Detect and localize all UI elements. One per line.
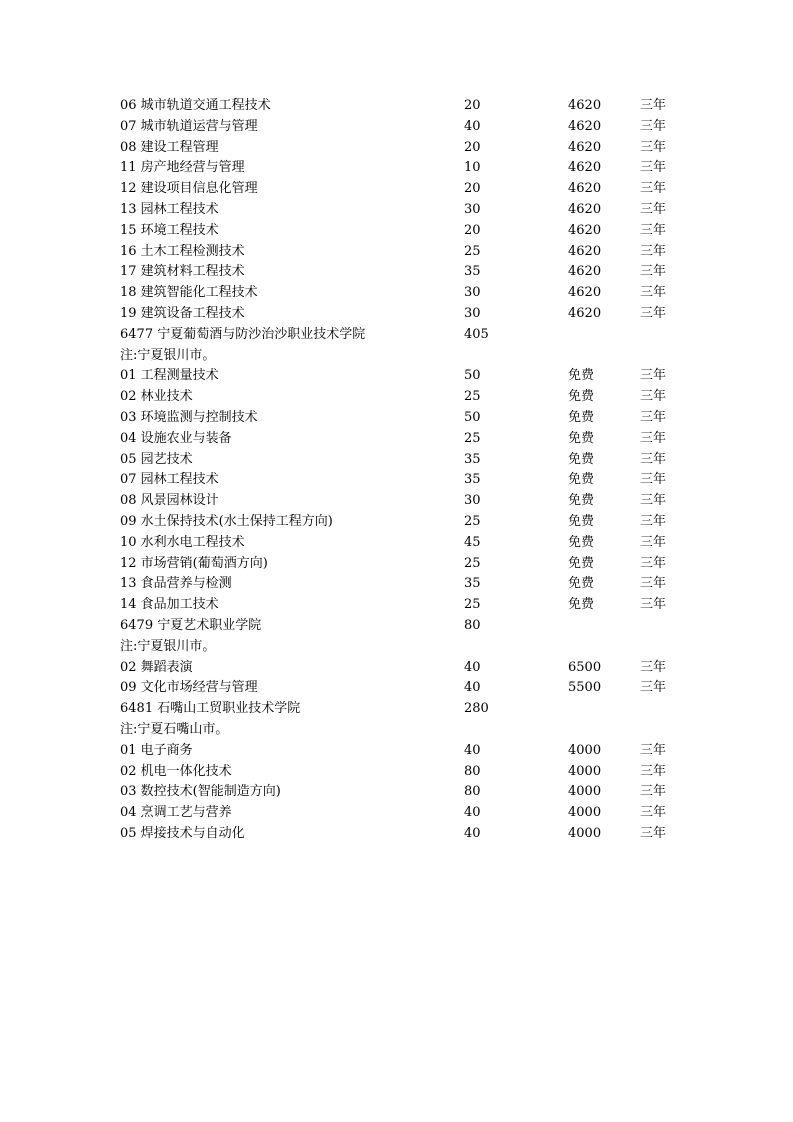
- list-row: [120, 387, 680, 408]
- study-duration: 三年: [640, 597, 667, 613]
- plan-count: 20: [464, 139, 481, 155]
- tuition-fee: 免费: [568, 451, 595, 467]
- list-row: [120, 720, 680, 741]
- study-duration: 三年: [640, 222, 667, 238]
- list-row: [120, 637, 680, 658]
- list-row: [120, 762, 680, 783]
- program-name: 08 风景园林设计: [120, 493, 219, 509]
- plan-count: 80: [464, 763, 481, 779]
- study-duration: 三年: [640, 493, 667, 509]
- tuition-fee: 免费: [568, 389, 595, 405]
- program-name: 6479 宁夏艺术职业学院: [120, 617, 262, 633]
- plan-count: 50: [464, 409, 481, 425]
- tuition-fee: 免费: [568, 368, 595, 384]
- program-name: 04 设施农业与装备: [120, 430, 232, 446]
- program-name: 07 城市轨道运营与管理: [120, 118, 258, 134]
- plan-count: 35: [464, 451, 481, 467]
- program-name: 05 园艺技术: [120, 451, 193, 467]
- tuition-fee: 4620: [568, 243, 602, 259]
- program-name: 15 环境工程技术: [120, 222, 219, 238]
- list-row: [120, 117, 680, 138]
- tuition-fee: 免费: [568, 513, 595, 529]
- program-name: 03 数控技术(智能制造方向): [120, 784, 281, 800]
- tuition-fee: 4620: [568, 139, 602, 155]
- study-duration: 三年: [640, 285, 667, 301]
- tuition-fee: 4000: [568, 763, 602, 779]
- list-row: [120, 512, 680, 533]
- program-name: 14 食品加工技术: [120, 597, 219, 613]
- program-name: 01 电子商务: [120, 742, 193, 758]
- program-name: 注:宁夏银川市。: [120, 638, 216, 654]
- plan-count: 80: [464, 617, 481, 633]
- list-row: [120, 595, 680, 616]
- tuition-fee: 4620: [568, 264, 602, 280]
- program-name: 17 建筑材料工程技术: [120, 264, 245, 280]
- study-duration: 三年: [640, 160, 667, 176]
- list-row: [120, 574, 680, 595]
- tuition-fee: 4620: [568, 181, 602, 197]
- study-duration: 三年: [640, 784, 667, 800]
- study-duration: 三年: [640, 451, 667, 467]
- plan-count: 30: [464, 305, 481, 321]
- study-duration: 三年: [640, 555, 667, 571]
- list-row: [120, 221, 680, 242]
- tuition-fee: 免费: [568, 472, 595, 488]
- program-name: 06 城市轨道交通工程技术: [120, 98, 271, 113]
- plan-count: 45: [464, 534, 481, 550]
- list-row: [120, 616, 680, 637]
- plan-count: 405: [464, 326, 489, 342]
- plan-count: 40: [464, 118, 481, 134]
- program-name: 03 环境监测与控制技术: [120, 409, 258, 425]
- plan-count: 80: [464, 784, 481, 800]
- tuition-fee: 免费: [568, 576, 595, 592]
- program-name: 6481 石嘴山工贸职业技术学院: [120, 701, 301, 717]
- list-row: [120, 491, 680, 512]
- list-row: [120, 429, 680, 450]
- tuition-fee: 4620: [568, 285, 602, 301]
- study-duration: 三年: [640, 368, 667, 384]
- plan-count: 20: [464, 222, 481, 238]
- program-name: 07 园林工程技术: [120, 472, 219, 488]
- study-duration: 三年: [640, 389, 667, 405]
- list-row: [120, 200, 680, 221]
- list-row: [120, 824, 680, 845]
- list-row: [120, 470, 680, 491]
- plan-count: 40: [464, 659, 481, 675]
- study-duration: 三年: [640, 201, 667, 217]
- plan-count: 20: [464, 98, 481, 113]
- tuition-fee: 6500: [568, 659, 602, 675]
- program-name: 注:宁夏银川市。: [120, 347, 216, 363]
- study-duration: 三年: [640, 763, 667, 779]
- study-duration: 三年: [640, 305, 667, 321]
- plan-count: 30: [464, 201, 481, 217]
- program-name: 10 水利水电工程技术: [120, 534, 245, 550]
- study-duration: 三年: [640, 181, 667, 197]
- study-duration: 三年: [640, 430, 667, 446]
- study-duration: 三年: [640, 825, 667, 841]
- plan-count: 25: [464, 513, 481, 529]
- tuition-fee: 4620: [568, 201, 602, 217]
- plan-count: 30: [464, 285, 481, 301]
- plan-count: 10: [464, 160, 481, 176]
- plan-count: 40: [464, 680, 481, 696]
- study-duration: 三年: [640, 742, 667, 758]
- plan-count: 20: [464, 181, 481, 197]
- program-name: 01 工程测量技术: [120, 368, 219, 384]
- list-row: [120, 533, 680, 554]
- plan-count: 35: [464, 576, 481, 592]
- tuition-fee: 4000: [568, 742, 602, 758]
- program-name: 08 建设工程管理: [120, 139, 219, 155]
- study-duration: 三年: [640, 680, 667, 696]
- study-duration: 三年: [640, 243, 667, 259]
- program-name: 13 园林工程技术: [120, 201, 219, 217]
- study-duration: 三年: [640, 139, 667, 155]
- program-name: 19 建筑设备工程技术: [120, 305, 245, 321]
- list-row: [120, 158, 680, 179]
- list-row: [120, 283, 680, 304]
- program-name: 16 土木工程检测技术: [120, 243, 245, 259]
- study-duration: 三年: [640, 98, 667, 113]
- program-name: 注:宁夏石嘴山市。: [120, 721, 229, 737]
- tuition-fee: 4000: [568, 805, 602, 821]
- list-row: [120, 678, 680, 699]
- study-duration: 三年: [640, 118, 667, 134]
- tuition-fee: 4620: [568, 98, 602, 113]
- list-row: [120, 450, 680, 471]
- tuition-fee: 免费: [568, 534, 595, 550]
- program-name: 02 机电一体化技术: [120, 763, 232, 779]
- program-name: 6477 宁夏葡萄酒与防沙治沙职业技术学院: [120, 326, 366, 342]
- program-name: 13 食品营养与检测: [120, 576, 232, 592]
- tuition-fee: 4620: [568, 222, 602, 238]
- list-row: [120, 408, 680, 429]
- list-row: [120, 803, 680, 824]
- list-row: [120, 782, 680, 803]
- plan-count: 25: [464, 430, 481, 446]
- tuition-fee: 免费: [568, 430, 595, 446]
- list-row: [120, 325, 680, 346]
- plan-count: 40: [464, 805, 481, 821]
- program-name: 09 水土保持技术(水土保持工程方向): [120, 513, 333, 529]
- plan-count: 25: [464, 389, 481, 405]
- program-name: 02 舞蹈表演: [120, 659, 193, 675]
- list-row: [120, 179, 680, 200]
- study-duration: 三年: [640, 576, 667, 592]
- list-row: [120, 138, 680, 159]
- program-name: 09 文化市场经营与管理: [120, 680, 258, 696]
- tuition-fee: 4000: [568, 825, 602, 841]
- study-duration: 三年: [640, 409, 667, 425]
- tuition-fee: 免费: [568, 555, 595, 571]
- list-row: [120, 96, 680, 117]
- program-name: 04 烹调工艺与营养: [120, 805, 232, 821]
- plan-count: 40: [464, 825, 481, 841]
- tuition-fee: 4620: [568, 118, 602, 134]
- tuition-fee: 4000: [568, 784, 602, 800]
- program-name: 12 建设项目信息化管理: [120, 181, 258, 197]
- tuition-fee: 免费: [568, 597, 595, 613]
- list-row: [120, 658, 680, 679]
- plan-count: 35: [464, 264, 481, 280]
- plan-count: 50: [464, 368, 481, 384]
- list-row: [120, 741, 680, 762]
- tuition-fee: 免费: [568, 493, 595, 509]
- plan-count: 40: [464, 742, 481, 758]
- tuition-fee: 免费: [568, 409, 595, 425]
- plan-count: 25: [464, 243, 481, 259]
- enrollment-list: [120, 96, 680, 845]
- program-name: 02 林业技术: [120, 389, 193, 405]
- study-duration: 三年: [640, 472, 667, 488]
- list-row: [120, 262, 680, 283]
- plan-count: 280: [464, 701, 489, 717]
- list-row: [120, 304, 680, 325]
- list-row: [120, 366, 680, 387]
- plan-count: 25: [464, 555, 481, 571]
- list-row: [120, 554, 680, 575]
- program-name: 11 房产地经营与管理: [120, 160, 245, 176]
- study-duration: 三年: [640, 534, 667, 550]
- plan-count: 35: [464, 472, 481, 488]
- study-duration: 三年: [640, 805, 667, 821]
- study-duration: 三年: [640, 513, 667, 529]
- program-name: 18 建筑智能化工程技术: [120, 285, 258, 301]
- list-row: [120, 346, 680, 367]
- plan-count: 30: [464, 493, 481, 509]
- study-duration: 三年: [640, 659, 667, 675]
- study-duration: 三年: [640, 264, 667, 280]
- list-row: [120, 699, 680, 720]
- tuition-fee: 4620: [568, 160, 602, 176]
- program-name: 12 市场营销(葡萄酒方向): [120, 555, 268, 571]
- program-name: 05 焊接技术与自动化: [120, 825, 245, 841]
- plan-count: 25: [464, 597, 481, 613]
- tuition-fee: 5500: [568, 680, 602, 696]
- list-row: [120, 242, 680, 263]
- tuition-fee: 4620: [568, 305, 602, 321]
